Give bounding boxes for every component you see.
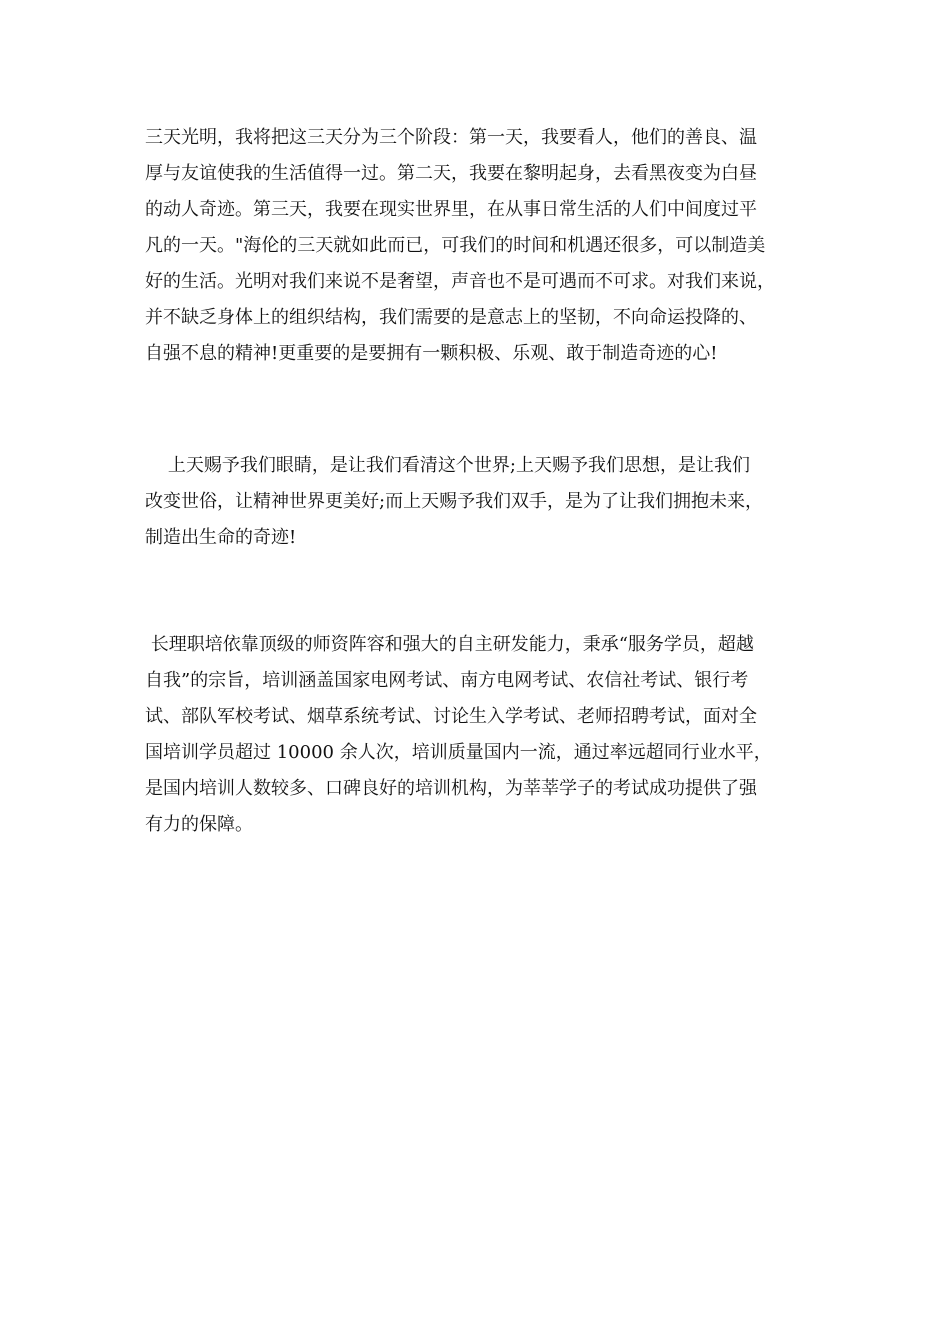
paragraph-training-ad [145,627,815,843]
text-line: 自强不息的精神!更重要的是要拥有一颗积极、乐观、敢于制造奇迹的心! [145,343,718,364]
text-line: 三天光明，我将把这三天分为三个阶段：第一天，我要看人，他们的善良、温 [145,127,757,148]
paragraph-gifts [145,448,815,556]
paragraph-three-days [145,120,815,372]
text-line: 上天赐予我们眼睛，是让我们看清这个世界;上天赐予我们思想，是让我们 [145,455,750,476]
text-line: 有力的保障。 [145,814,253,835]
text-line: 好的生活。光明对我们来说不是奢望，声音也不是可遇而不可求。对我们来说， [145,271,775,292]
text-line: 制造出生命的奇迹! [145,527,297,548]
text-line: 试、部队军校考试、烟草系统考试、讨论生入学考试、老师招聘考试，面对全 [145,706,757,727]
text-line: 的动人奇迹。第三天，我要在现实世界里，在从事日常生活的人们中间度过平 [145,199,757,220]
text-line: 长理职培依靠顶级的师资阵容和强大的自主研发能力，秉承“服务学员，超越 [145,634,754,655]
text-line: 改变世俗，让精神世界更美好;而上天赐予我们双手，是为了让我们拥抱未来， [145,491,764,512]
text-line: 自我”的宗旨，培训涵盖国家电网考试、南方电网考试、农信社考试、银行考 [145,670,749,691]
text-line: 凡的一天。"海伦的三天就如此而已，可我们的时间和机遇还很多，可以制造美 [145,235,766,256]
text-line: 国培训学员超过 10000 余人次，培训质量国内一流，通过率远超同行业水平， [145,742,772,763]
text-line: 厚与友谊使我的生活值得一过。第二天，我要在黎明起身，去看黑夜变为白昼 [145,163,757,184]
text-line: 并不缺乏身体上的组织结构，我们需要的是意志上的坚韧，不向命运投降的、 [145,307,757,328]
text-line: 是国内培训人数较多、口碑良好的培训机构，为莘莘学子的考试成功提供了强 [145,778,757,799]
